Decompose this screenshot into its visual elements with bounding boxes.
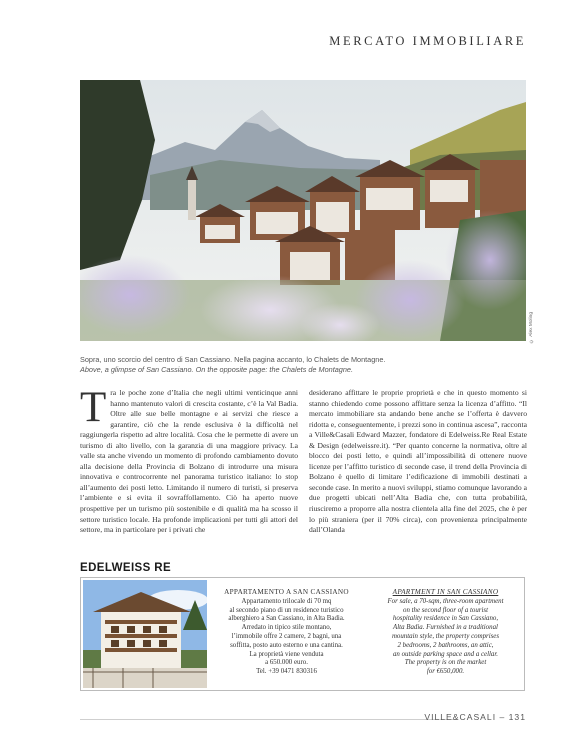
listing-phone: Tel. +39 0471 830316 — [256, 668, 317, 676]
drop-cap: T — [80, 384, 107, 431]
listing-line: alberghiero a San Cassiano, in Alta Badia. — [228, 615, 345, 623]
listing-line: on the second floor of a tourist — [403, 606, 488, 614]
page-number: 131 — [508, 712, 526, 722]
listing-line: La proprietà viene venduta — [249, 650, 324, 658]
listing-italian — [214, 588, 359, 677]
article-column-2 — [309, 388, 527, 536]
listing-line: The property is on the market — [404, 659, 487, 667]
magazine-name: VILLE&CASALI — [424, 712, 497, 722]
listing-title-en: APARTMENT IN SAN CASSIANO — [392, 588, 499, 596]
caption-english: Above, a glimpse of San Cassiano. On the opposite page: the Chalets de Montagne. — [80, 365, 353, 374]
listing-line: Appartamento trilocale di 70 mq — [241, 597, 332, 605]
footer-divider — [80, 719, 457, 720]
listing-line: l’immobile offre 2 camere, 2 bagni, una — [231, 632, 342, 640]
listing-line: 2 bedrooms, 2 bathrooms, an attic, — [397, 641, 494, 649]
listing-line: for €650,000. — [426, 668, 465, 676]
footer-separator: – — [499, 712, 509, 722]
section-title: MERCATO IMMOBILIARE — [329, 34, 526, 48]
hero-photo — [80, 80, 526, 341]
box-heading: EDELWEISS RE — [80, 562, 172, 574]
chalet-photo — [83, 580, 207, 688]
caption-italian: Sopra, uno scorcio del centro di San Cassiano. Nella pagina accanto, lo Chalets de Montagne. — [80, 355, 386, 364]
listing-line: Alta Badia. Furnished in a traditional — [393, 624, 498, 632]
listing-line: Arredato in tipico stile montano, — [241, 624, 332, 632]
article-column-1 — [80, 384, 298, 536]
page-footer — [424, 712, 526, 722]
listing-line: a 650.000 euro. — [265, 659, 308, 667]
listing-line: mountain style, the property comprises — [391, 632, 500, 640]
listing-line: al secondo piano di un residence turistico — [229, 606, 344, 614]
listing-line: soffitta, posto auto esterno e una cantina. — [230, 641, 343, 649]
article-text-2: desiderano affittare le proprie proprietà e che in questo momento si stanno chiedendo come possono affittare senza la licenza d’affitto. “Il mercato immobiliare sta andando bene anche se l’offerta è davvero ridotta e, conseguentemente, i prezzi sono in continua ascesa”, racconta a Ville&Casali Edward Mazzer, fondatore di Edelweiss.Re Real Estate & Design (edelweissre.it). “Per quanto concerne la normativa, oltre al blocco dei posti letto, e quindi all’impossibilità di ottenere nuove licenze per l’affitto turistico di seconde case, il trend della Provincia di Bolzano è quello di limitare l’edificazione di immobili destinati a seconde case. In merito a nuovi sviluppi, stiamo comunque lavorando a due progetti ubicati nell’Alta Badia che, con tutta probabilità, riusciremo a proporre alla nostra clientela alla fine del 2025, che è per lo più straniera (per il 70% circa), con provenienza principalmente dall’Olanda — [309, 388, 527, 535]
listing-box — [80, 577, 525, 691]
listing-title-it: APPARTAMENTO A SAN CASSIANO — [224, 588, 349, 596]
listing-english — [373, 588, 518, 677]
listing-line: an outside parking space and a cellar. — [392, 650, 499, 658]
article-text-1: ra le poche zone d’Italia che negli ultimi venticinque anni hanno mantenuto valori di crescita costante, c’è la Val Badia. Oltre alle sue belle montagne e ai servizi che riesce a garantire, ciò che la rende esclusiva è la difficoltà nel raggiungerla rispetto ad altre località. Cosa che le permette di avere un turismo di alto livello, con la garanzia di una maggiore privacy. La valle sta anche vivendo un momento di profondo cambiamento dovuto alla decisione della Provincia di Bolzano di introdurre una misura innovativa e controcorrente nel panorama turistico italiano: lo stop all’aumento dei posti letto. Limitando il numero di turisti, si preserva l’ambiente e si evita il sovraffollamento. Ciò ha aperto nuove prospettive per un turismo più sostenibile e di qualità ma ha scosso il settore turistico locale. Ha profonde implicazioni per tutti gli attori del settore, ma in particolare per i privati che — [80, 388, 298, 535]
village-photo — [80, 80, 526, 341]
photo-caption — [80, 355, 526, 375]
listing-line: hospitality residence in San Cassiano, — [392, 615, 499, 623]
photo-credit: © Alex Moling — [529, 312, 534, 343]
listing-line: For sale, a 70-sqm, three-room apartment — [387, 597, 504, 605]
